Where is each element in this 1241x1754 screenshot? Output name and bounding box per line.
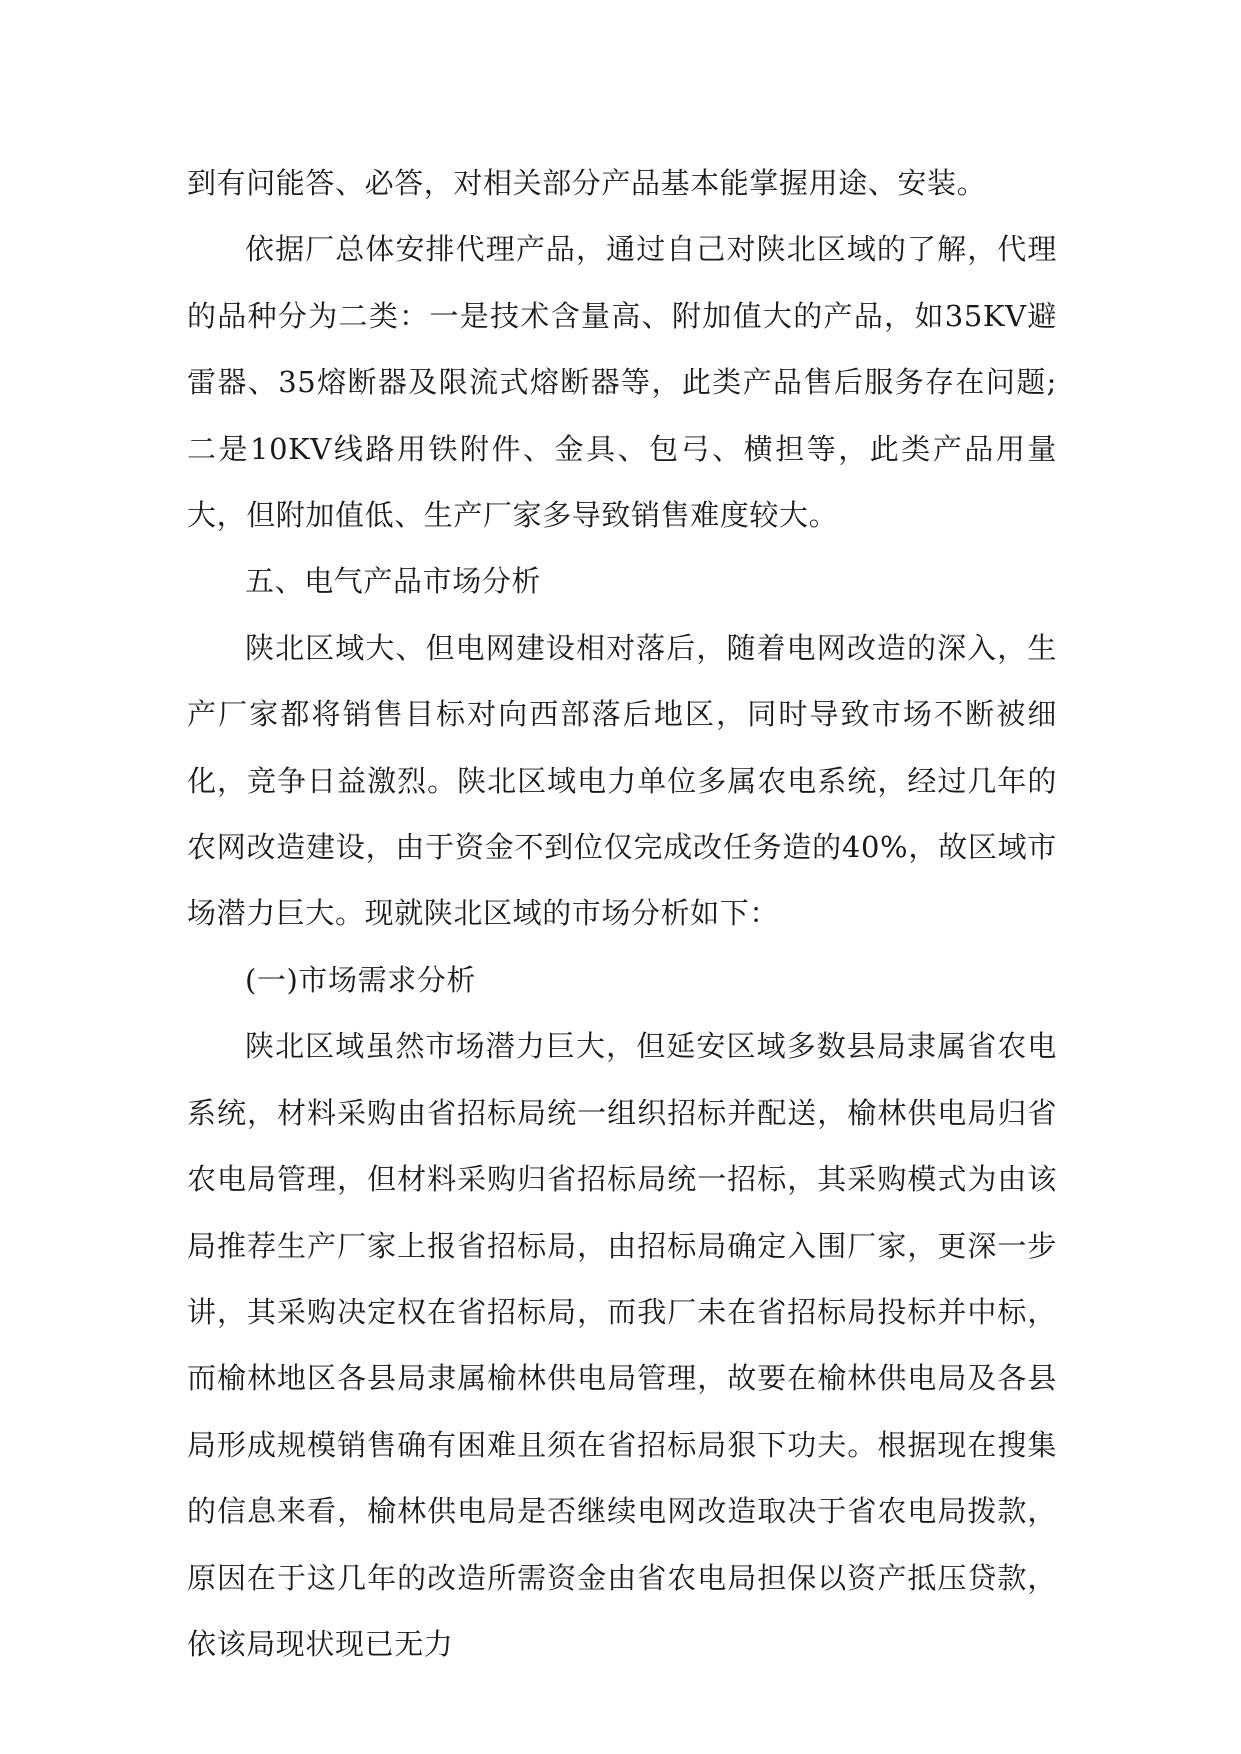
document-body — [187, 150, 1057, 1677]
paragraph-continuation: 到有问能答、必答，对相关部分产品基本能掌握用途、安装。 — [187, 166, 987, 200]
paragraph-regional-overview: 陕北区域大、但电网建设相对落后，随着电网改造的深入，生产厂家都将销售目标对向西部落后地区，同时导致市场不断被细化，竞争日益激烈。陕北区域电力单位多属农电系统，经过几年的农网改造建设，由于资金不到位仅完成改任务造的40%，故区域市场潜力巨大。现就陕北区域的市场分析如下： — [187, 630, 1057, 931]
section-heading-market-analysis: 五、电气产品市场分析 — [245, 564, 542, 599]
subsection-heading-demand-analysis: (一)市场需求分析 — [245, 962, 477, 997]
paragraph-demand-details: 陕北区域虽然市场潜力巨大，但延安区域多数县局隶属省农电系统，材料采购由省招标局统一组织招标并配送，榆林供电局归省农电局管理，但材料采购归省招标局统一招标，其采购模式为由该局推荐生产厂家上报省招标局，由招标局确定入围厂家，更深一步讲，其采购决定权在省招标局，而我厂未在省招标局投标并中标，而榆林地区各县局隶属榆林供电局管理，故要在榆林供电局及各县局形成规模销售确有困难且须在省招标局狠下功夫。根据现在搜集的信息来看，榆林供电局是否继续电网改造取决于省农电局拨款，原因在于这几年的改造所需资金由省农电局担保以资产抵压贷款，依该局现状现已无力 — [187, 1029, 1057, 1661]
paragraph-product-categories: 依据厂总体安排代理产品，通过自己对陕北区域的了解，代理的品种分为二类：一是技术含量高、附加值大的产品，如35KV避雷器、35熔断器及限流式熔断器等，此类产品售后服务存在问题;二是10KV线路用铁附件、金具、包弓、横担等，此类产品用量大，但附加值低、生产厂家多导致销售难度较大。 — [187, 232, 1057, 533]
